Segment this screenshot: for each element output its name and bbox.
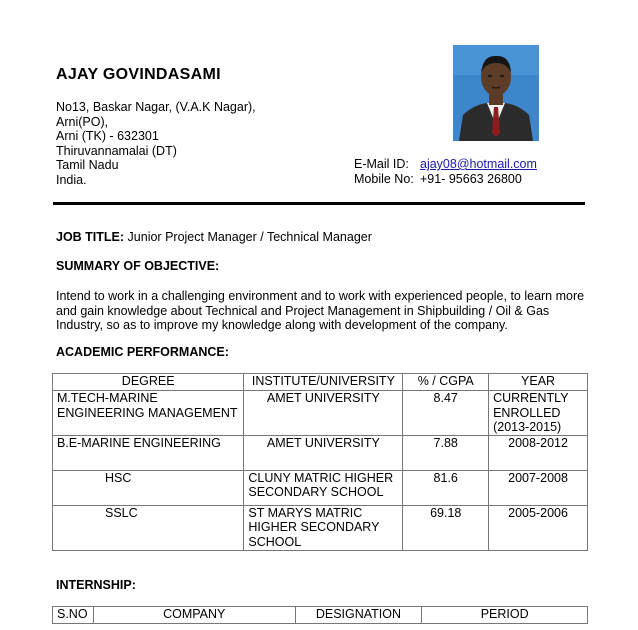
table-cell: CLUNY MATRIC HIGHER SECONDARY SCHOOL: [244, 470, 403, 505]
mobile-number: +91- 95663 26800: [420, 171, 522, 186]
column-header: % / CGPA: [403, 374, 489, 391]
table-row: [53, 391, 588, 436]
address-block: [56, 100, 256, 188]
summary-heading: SUMMARY OF OBJECTIVE:: [56, 259, 220, 273]
table-cell: SSLC: [53, 505, 244, 550]
table-cell: 2005-2006: [489, 505, 588, 550]
job-title-line: [56, 230, 372, 244]
table-cell: HSC: [53, 470, 244, 505]
column-header: DEGREE: [53, 374, 244, 391]
email-label: E-Mail ID:: [354, 157, 409, 171]
mobile-label: Mobile No:: [354, 171, 414, 186]
column-header: YEAR: [489, 374, 588, 391]
email-link[interactable]: ajay08@hotmail.com: [420, 157, 537, 171]
column-header: DESIGNATION: [295, 607, 422, 624]
column-header: COMPANY: [93, 607, 295, 624]
table-cell: 8.47: [403, 391, 489, 436]
table-header-row: [53, 374, 588, 391]
table-cell: CURRENTLY ENROLLED (2013-2015): [489, 391, 588, 436]
job-title-label: JOB TITLE:: [56, 230, 125, 244]
table-cell: 2007-2008: [489, 470, 588, 505]
table-cell: AMET UNIVERSITY: [244, 435, 403, 470]
table-cell: M.TECH-MARINE ENGINEERING MANAGEMENT: [53, 391, 244, 436]
column-header: INSTITUTE/UNIVERSITY: [244, 374, 403, 391]
table-cell: ST MARYS MATRIC HIGHER SECONDARY SCHOOL: [244, 505, 403, 550]
table-row: [53, 470, 588, 505]
address-line: Arni(PO),: [56, 114, 109, 129]
contact-block: [354, 157, 537, 186]
table-header-row: [53, 607, 588, 624]
table-cell: AMET UNIVERSITY: [244, 391, 403, 436]
internship-table: [52, 606, 588, 624]
address-line: Tamil Nadu: [56, 158, 119, 173]
table-cell: 69.18: [403, 505, 489, 550]
candidate-name: AJAY GOVINDASAMI: [56, 66, 221, 83]
profile-photo: [453, 45, 539, 141]
person-photo-icon: [453, 45, 539, 141]
table-cell: 7.88: [403, 435, 489, 470]
table-row: [53, 435, 588, 470]
header-divider: [53, 202, 585, 205]
address-line: Thiruvannamalai (DT): [56, 143, 177, 158]
table-cell: B.E-MARINE ENGINEERING: [53, 435, 244, 470]
table-cell: 2008-2012: [489, 435, 588, 470]
academic-heading: ACADEMIC PERFORMANCE:: [56, 345, 229, 359]
summary-text: Intend to work in a challenging environment and to work with experienced people, to learn more and gain knowledge about Technical and Project Management in Shipbuilding / Oil & Gas Industry, so as to improve my knowledge along with development of the company.: [56, 289, 585, 333]
address-line: India.: [56, 172, 87, 187]
table-row: [53, 505, 588, 550]
address-line: No13, Baskar Nagar, (V.A.K Nagar),: [56, 100, 256, 114]
address-line: Arni (TK) - 632301: [56, 129, 159, 144]
academic-table: [52, 373, 588, 551]
job-title-value: Junior Project Manager / Technical Manager: [127, 230, 372, 244]
internship-heading: INTERNSHIP:: [56, 578, 136, 592]
column-header: PERIOD: [422, 607, 588, 624]
column-header: S.NO: [53, 607, 94, 624]
table-cell: 81.6: [403, 470, 489, 505]
